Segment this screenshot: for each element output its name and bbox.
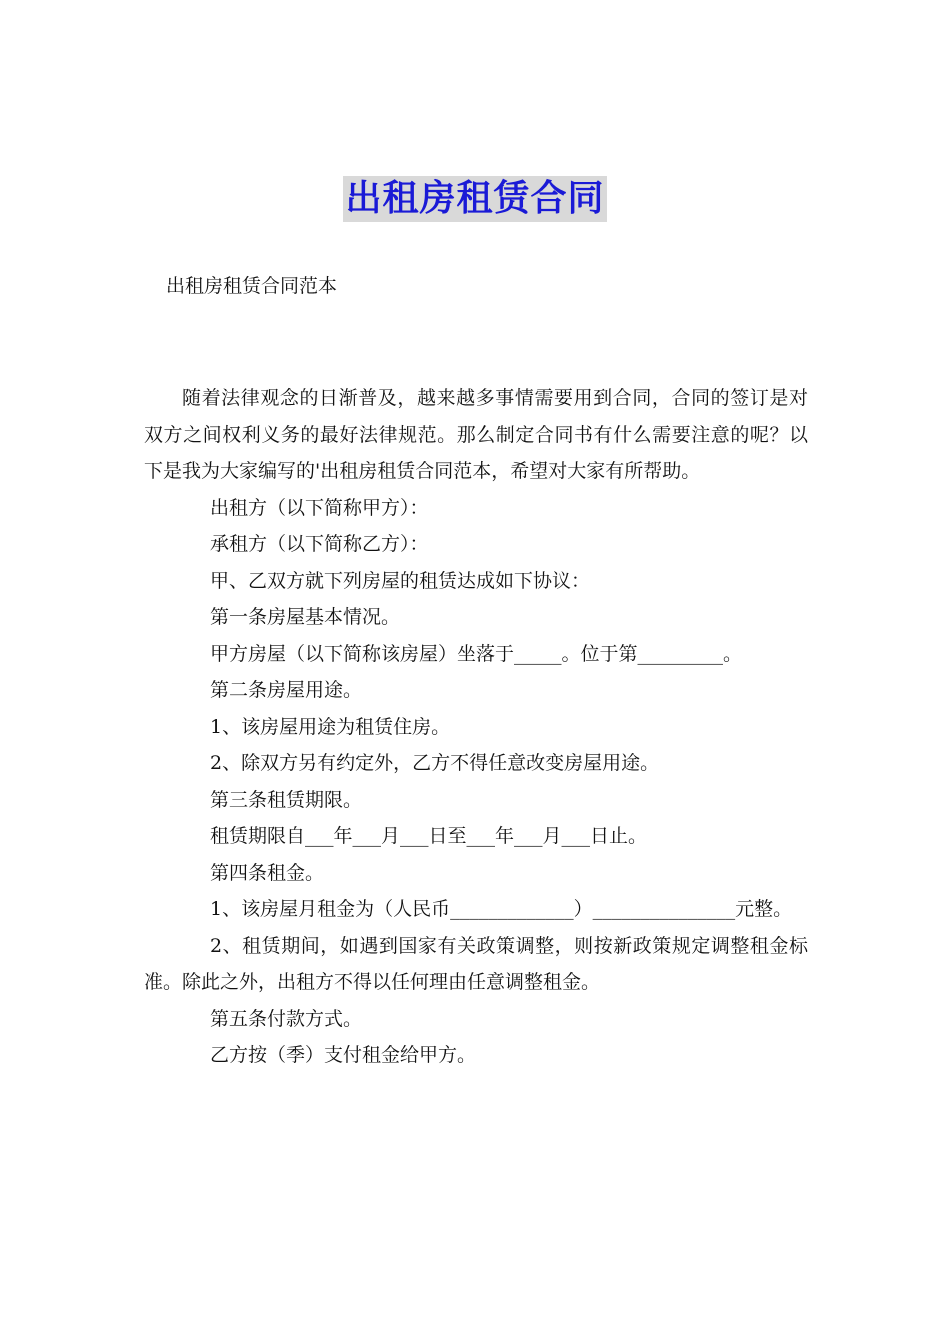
clause-3-heading: 第三条租赁期限。 bbox=[210, 788, 363, 811]
paragraph-agreement: 甲、乙双方就下列房屋的租赁达成如下协议： bbox=[210, 569, 591, 592]
clause-2-heading: 第二条房屋用途。 bbox=[210, 679, 363, 701]
clause-3-term: 租赁期限自___年___月___日至___年___月___日止。 bbox=[210, 825, 648, 847]
document-body bbox=[144, 380, 808, 1074]
document-title: 出租房租赁合同 bbox=[343, 176, 606, 222]
title-container bbox=[0, 176, 950, 222]
clause-5-heading: 第五条付款方式。 bbox=[210, 1007, 363, 1030]
clause-5-payment: 乙方按（季）支付租金给甲方。 bbox=[210, 1044, 477, 1066]
clause-4-item-2: 2、租赁期间，如遇到国家有关政策调整，则按新政策规定调整租金标准。除此之外，出租方不得以任何理由任意调整租金。 bbox=[144, 934, 808, 993]
clause-4-item-1: 1、该房屋月租金为（人民币_____________）_______________元整。 bbox=[210, 898, 793, 920]
clause-1-heading: 第一条房屋基本情况。 bbox=[210, 606, 401, 628]
clause-2-item-2: 2、除双方另有约定外，乙方不得任意改变房屋用途。 bbox=[210, 752, 660, 774]
clause-2-item-1: 1、该房屋用途为租赁住房。 bbox=[210, 715, 451, 738]
document-subtitle: 出租房租赁合同范本 bbox=[166, 275, 338, 297]
paragraph-lessee: 承租方（以下简称乙方）： bbox=[210, 533, 429, 555]
clause-4-heading: 第四条租金。 bbox=[210, 861, 325, 884]
clause-1-location: 甲方房屋（以下简称该房屋）坐落于_____。位于第_________。 bbox=[210, 642, 743, 665]
intro-paragraph: 随着法律观念的日渐普及，越来越多事情需要用到合同，合同的签订是对双方之间权利义务的最好法律规范。那么制定合同书有什么需要注意的呢？以下是我为大家编写的'出租房租赁合同范本，希望对大家有所帮助。 bbox=[144, 387, 808, 482]
paragraph-lessor: 出租方（以下简称甲方）： bbox=[210, 496, 429, 519]
